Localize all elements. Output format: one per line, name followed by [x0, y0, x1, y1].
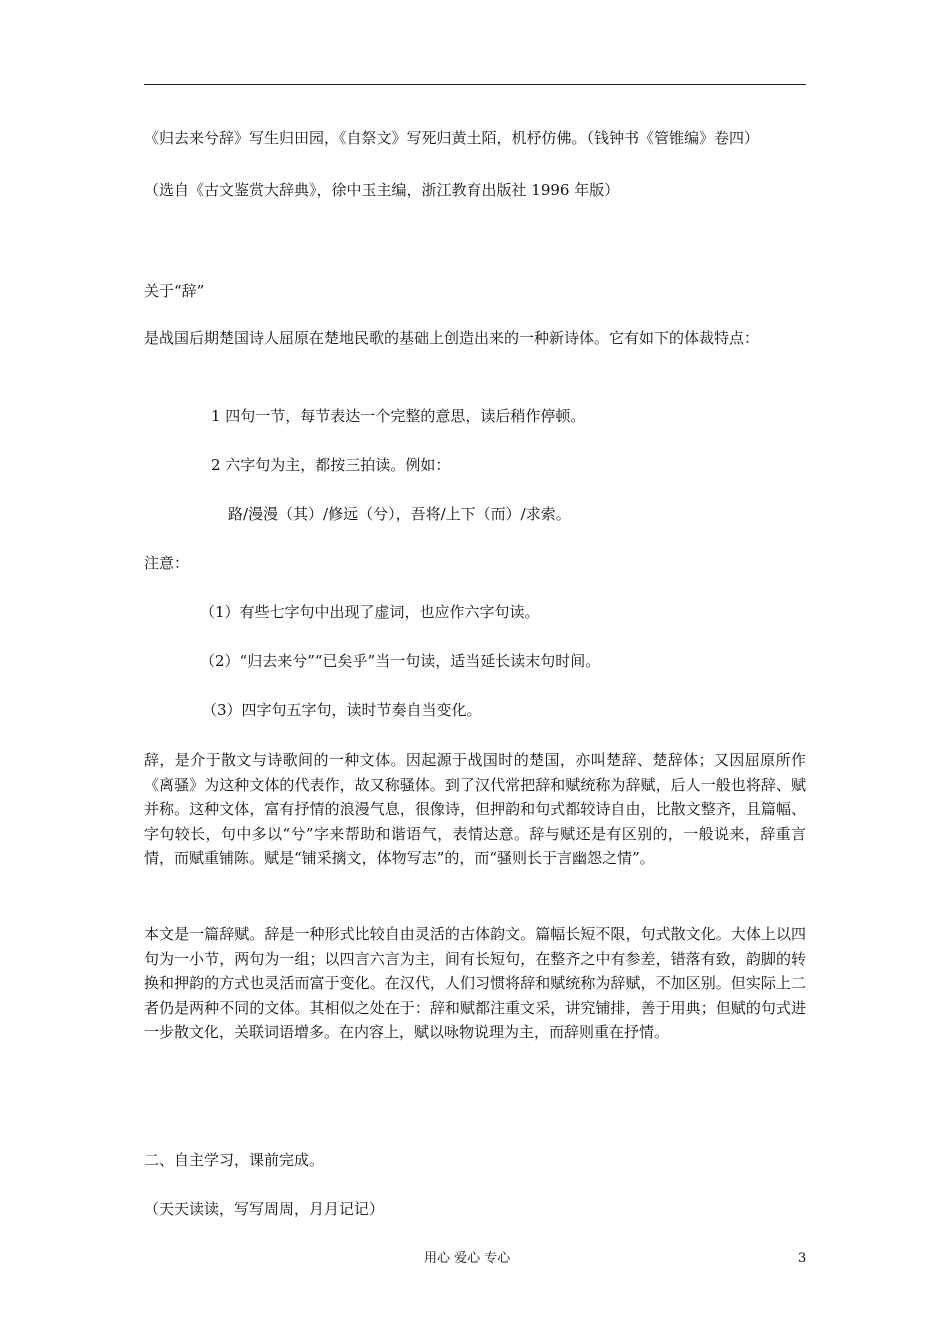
motto-line: （天天读读，写写周周，月月记记）: [144, 1200, 385, 1218]
note-item-1: （1）有些七字句中出现了虚词，也应作六字句读。: [200, 603, 540, 621]
section-two-heading: 二、自主学习，课前完成。: [144, 1151, 325, 1169]
footer-slogan: 用心 爱心 专心: [424, 1251, 511, 1266]
note-heading: 注意：: [144, 554, 190, 572]
source-line: （选自《古文鉴赏大辞典》，徐中玉主编，浙江教育出版社 1996 年版）: [144, 181, 620, 199]
about-heading: 关于“辞”: [144, 282, 205, 300]
header-rule: [144, 84, 806, 85]
note-item-2: （2）“归去来兮”“已矣乎”当一句读，适当延长读末句时间。: [200, 652, 601, 670]
example-line: 路/漫漫（其）/修远（兮），吾将/上下（而）/求索。: [228, 505, 571, 523]
feature-item-1: 1 四句一节，每节表达一个完整的意思，读后稍作停顿。: [211, 407, 586, 425]
quote-line: 《归去来兮辞》写生归田园，《自祭文》写死归黄土陌，机杼仿佛。（钱钟书《管锥编》卷四）: [144, 129, 760, 147]
page-number: 3: [798, 1251, 807, 1266]
ci-explanation-paragraph: 辞，是介于散文与诗歌间的一种文体。因起源于战国时的楚国，亦叫楚辞、楚辞体；又因屈原所作《离骚》为这种文体的代表作，故又称骚体。到了汉代常把辞和赋统称为辞赋，后人一般也将辞、赋并称。这种文体，富有抒情的浪漫气息，很像诗，但押韵和句式都较诗自由，比散文整齐，且篇幅、字句较长，句中多以“兮”字来帮助和谐语气，表情达意。辞与赋还是有区别的，一般说来，辞重言情，而赋重铺陈。赋是“铺采摛文，体物写志”的，而“骚则长于言幽怨之情”。: [144, 751, 806, 868]
intro-paragraph: 是战国后期楚国诗人屈原在楚地民歌的基础上创造出来的一种新诗体。它有如下的体裁特点：: [144, 329, 760, 347]
note-item-3: （3）四字句五字句，读时节奏自当变化。: [202, 701, 482, 719]
feature-item-2: 2 六字句为主，都按三拍读。例如：: [211, 456, 451, 474]
text-analysis-paragraph: 本文是一篇辞赋。辞是一种形式比较自由灵活的古体韵文。篇幅长短不限，句式散文化。大体上以四句为一小节，两句为一组；以四言六言为主，间有长短句，在整齐之中有参差，错落有致，韵脚的转换和押韵的方式也灵活而富于变化。在汉代，人们习惯将辞和赋统称为辞赋，不加区别。但实际上二者仍是两种不同的文体。其相似之处在于：辞和赋都注重文采，讲究铺排，善于用典；但赋的句式进一步散文化，关联词语增多。在内容上，赋以咏物说理为主，而辞则重在抒情。: [144, 925, 806, 1042]
